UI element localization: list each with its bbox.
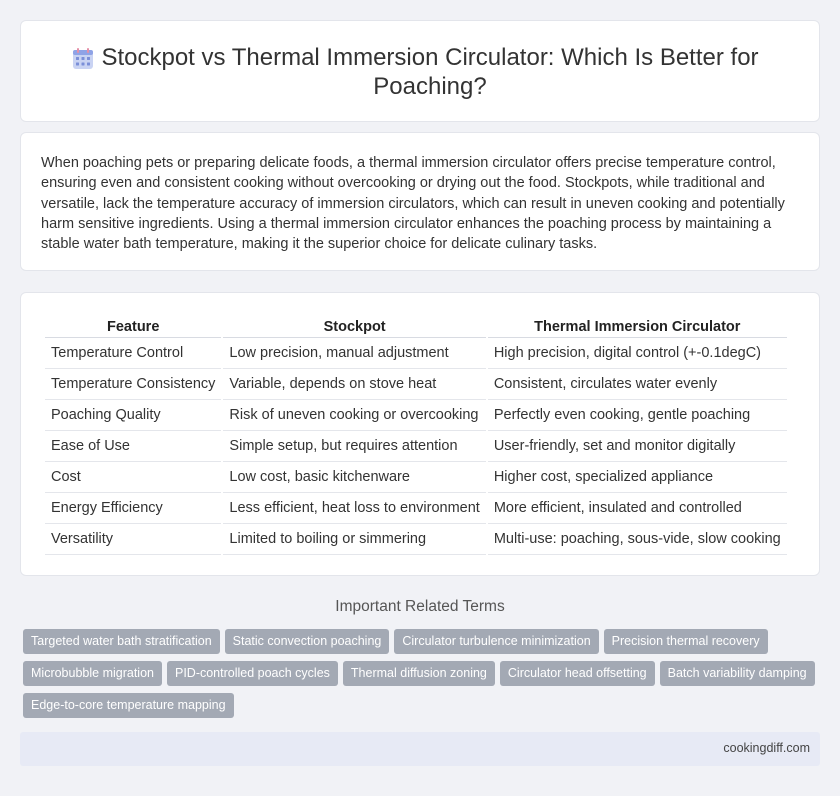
comparison-card (20, 292, 820, 576)
circulator-cell: Multi-use: poaching, sous-vide, slow cooking (488, 524, 787, 555)
stockpot-cell: Simple setup, but requires attention (223, 431, 485, 462)
circulator-cell: User-friendly, set and monitor digitally (488, 431, 787, 462)
stockpot-cell: Limited to boiling or simmering (223, 524, 485, 555)
table-row (45, 400, 787, 431)
feature-cell: Energy Efficiency (45, 493, 221, 524)
tag-link[interactable]: Static convection poaching (225, 629, 390, 654)
table-row (45, 431, 787, 462)
table-row (45, 462, 787, 493)
circulator-cell: Higher cost, specialized appliance (488, 462, 787, 493)
title-card (20, 20, 820, 122)
tag-link[interactable]: Targeted water bath stratification (23, 629, 220, 654)
table-row (45, 524, 787, 555)
tag-link[interactable]: Batch variability damping (660, 661, 815, 686)
tag-link[interactable]: Microbubble migration (23, 661, 162, 686)
stockpot-cell: Low precision, manual adjustment (223, 338, 485, 369)
tag-link[interactable]: Precision thermal recovery (604, 629, 768, 654)
stockpot-cell: Less efficient, heat loss to environment (223, 493, 485, 524)
tag-link[interactable]: Circulator head offsetting (500, 661, 655, 686)
table-row (45, 338, 787, 369)
feature-cell: Poaching Quality (45, 400, 221, 431)
circulator-cell: Consistent, circulates water evenly (488, 369, 787, 400)
comparison-table (43, 316, 789, 555)
table-row (45, 493, 787, 524)
stockpot-cell: Risk of uneven cooking or overcooking (223, 400, 485, 431)
tag-link[interactable]: Edge-to-core temperature mapping (23, 693, 234, 718)
related-terms-heading: Important Related Terms (335, 598, 505, 615)
header-circulator: Thermal Immersion Circulator (488, 316, 787, 338)
circulator-cell: More efficient, insulated and controlled (488, 493, 787, 524)
footer-site-link[interactable]: cookingdiff.com (723, 741, 810, 755)
stockpot-cell: Low cost, basic kitchenware (223, 462, 485, 493)
header-stockpot: Stockpot (223, 316, 485, 338)
intro-paragraph: When poaching pets or preparing delicate foods, a thermal immersion circulator offers precise temperature control, ensuring even and consistent cooking without overcooking or drying out the food. Stockpots, while traditional and versatile, lack the temperature accuracy of immersion circulators, which can result in uneven cooking and potentially harm sensitive ingredients. Using a thermal immersion circulator enhances the poaching process by maintaining a stable water bath temperature, making it the superior choice for delicate culinary tasks. (41, 155, 785, 253)
feature-cell: Temperature Consistency (45, 369, 221, 400)
footer-bar (20, 732, 820, 766)
table-header-row (45, 316, 787, 338)
circulator-cell: High precision, digital control (+-0.1degC) (488, 338, 787, 369)
header-feature: Feature (45, 316, 221, 338)
table-row (45, 369, 787, 400)
feature-cell: Ease of Use (45, 431, 221, 462)
feature-cell: Versatility (45, 524, 221, 555)
circulator-cell: Perfectly even cooking, gentle poaching (488, 400, 787, 431)
tag-link[interactable]: Thermal diffusion zoning (343, 661, 495, 686)
tag-link[interactable]: Circulator turbulence minimization (394, 629, 598, 654)
page-title: Stockpot vs Thermal Immersion Circulator: Which Is Better for Poaching? (101, 44, 759, 100)
stockpot-cell: Variable, depends on stove heat (223, 369, 485, 400)
related-tags (23, 629, 823, 725)
tag-link[interactable]: PID-controlled poach cycles (167, 661, 338, 686)
feature-cell: Cost (45, 462, 221, 493)
feature-cell: Temperature Control (45, 338, 221, 369)
intro-card (20, 132, 820, 271)
